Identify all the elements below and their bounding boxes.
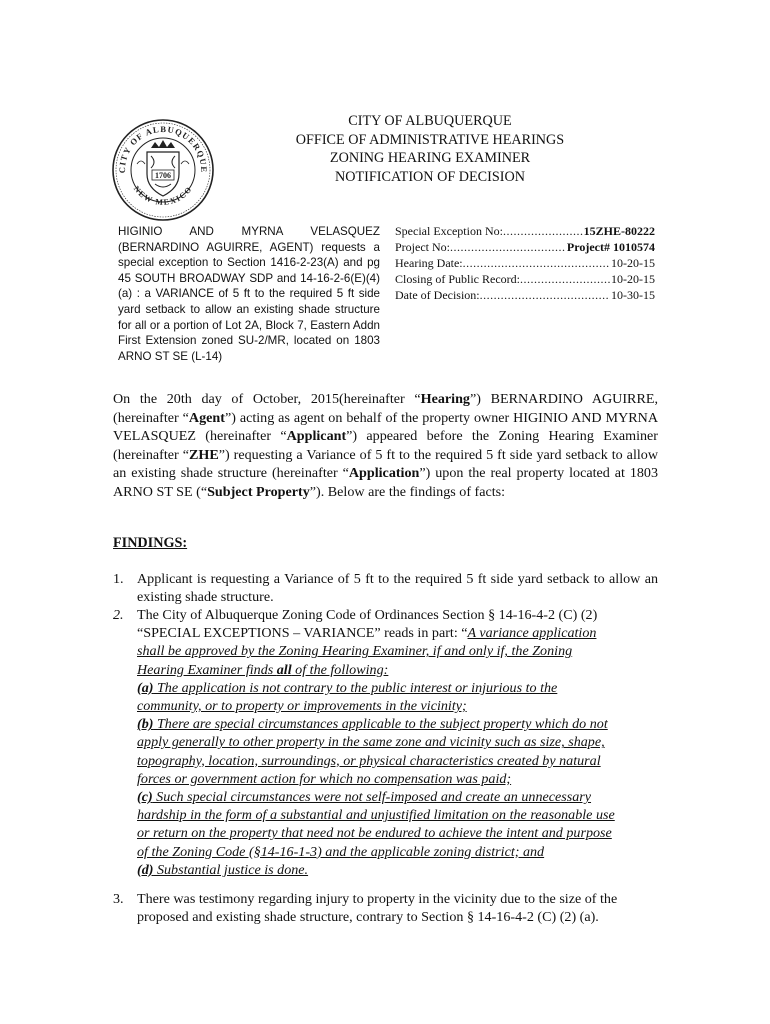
special-exception-value: 15ZHE-80222: [583, 224, 655, 238]
intro-paragraph: On the 20th day of October, 2015(hereinafter “Hearing”) BERNARDINO AGUIRRE, (hereinafter “Agent”) acting as agent on behalf of the property owner HIGINIO AND MYRNA VELASQUEZ (hereinafter “Applicant”) appeared before the Zoning Hearing Examiner (hereinafter “ZHE”) requesting a Variance of 5 ft to the required 5 ft side yard setback to allow an existing shade structure (hereinafter “Application”) upon the real property located at 1803 ARNO ST SE (“Subject Property”). Below are the findings of facts:: [113, 391, 659, 500]
decision-value: 10-30-15: [611, 288, 655, 302]
dot-leader: [480, 287, 610, 303]
meta-decision-date: [395, 287, 655, 303]
seal-ring-top: CITY OF ALBUQUERQUE: [116, 123, 210, 174]
meta-closing: [395, 271, 655, 287]
decision-label: Date of Decision:: [395, 288, 480, 302]
finding-text: Applicant is requesting a Variance of 5 ft to the required 5 ft side yard setback to allow an existing shade structure.: [137, 571, 658, 606]
document-header: [250, 112, 610, 186]
header-notification: NOTIFICATION OF DECISION: [335, 168, 525, 185]
project-value: Project# 1010574: [566, 240, 655, 254]
city-seal-logo: [111, 118, 215, 222]
header-examiner: ZONING HEARING EXAMINER: [329, 150, 531, 167]
term-hearing: Hearing: [420, 391, 470, 407]
finding-item-3: [113, 890, 658, 926]
dot-leader: [520, 271, 610, 287]
findings-heading: FINDINGS:: [113, 535, 188, 551]
meta-special-exception: [395, 223, 655, 239]
hearing-date-label: Hearing Date:: [395, 256, 463, 270]
header-office: OFFICE OF ADMINISTRATIVE HEARINGS: [295, 131, 565, 148]
special-exception-label: Special Exception No:: [395, 224, 503, 238]
seal-year: 1706: [155, 171, 171, 180]
finding-text: The City of Albuquerque Zoning Code of Ordinances Section § 14-16-4-2 (C) (2) “SPECIAL EXCEPTIONS – VARIANCE” reads in part: “A variance application shall be approved by the Zoning Hearing Examiner, if and only if, the Zoning Hearing Examiner finds all of the following: (a) The application is not contrary to the public interest or injurious to the community, or to property or improvements in the vicinity; (b) There are special circumstances applicable to the subject property which do not apply generally to other property in the same zone and vicinity such as size, shape, topography, location, surroundings, or physical characteristics created by natural forces or government action for which no compensation was paid; (c) Such special circumstances were not self-imposed and create an unnecessary hardship in the form of a substantial and unjustified limitation on the reasonable use or return on the property that need not be endured to achieve the intent and purpose of the Zoning Code (§14-16-1-3) and the applicable zoning district; and (d) Substantial justice is done.: [137, 607, 615, 878]
header-city: CITY OF ALBUQUERQUE: [348, 113, 512, 129]
dot-leader: [503, 223, 583, 239]
closing-label: Closing of Public Record:: [395, 272, 520, 286]
term-application: Application: [348, 465, 420, 482]
meta-hearing-date: [395, 255, 655, 271]
meta-project: [395, 239, 655, 255]
term-applicant: Applicant: [286, 428, 347, 445]
project-label: Project No:: [395, 240, 450, 254]
term-agent: Agent: [188, 409, 225, 426]
case-caption: HIGINIO AND MYRNA VELASQUEZ (BERNARDINO AGUIRRE, AGENT) requests a special exception to Section 1416-2-23(A) and pg 45 SOUTH BROADWAY SDP and 14-16-2-6(E)(4)(a) : a VARIANCE of 5 ft to the required 5 ft side yard setback to allow an existing shade structure for all or a portion of Lot 2A, Block 7, Eastern Addn First Extension zoned SU-2/MR, located on 1803 ARNO ST SE (L-14): [118, 225, 380, 363]
seal-ring-bottom: NEW MEXICO: [131, 184, 195, 207]
finding-number: 1.: [113, 571, 124, 587]
hearing-date-value: 10-20-15: [611, 256, 655, 270]
case-meta: [395, 223, 655, 303]
dot-leader: [450, 239, 566, 255]
closing-value: 10-20-15: [611, 272, 655, 286]
finding-item-2: [113, 606, 658, 879]
finding-text: There was testimony regarding injury to property in the vicinity due to the size of the proposed and existing shade structure, contrary to Section § 14-16-4-2 (C) (2) (a).: [137, 891, 618, 926]
finding-number: 2.: [113, 607, 124, 623]
finding-item-1: [113, 570, 658, 606]
term-subject-property: Subject Property: [207, 483, 310, 500]
term-zhe: ZHE: [188, 446, 219, 463]
finding-number: 3.: [113, 891, 124, 907]
dot-leader: [463, 255, 610, 271]
